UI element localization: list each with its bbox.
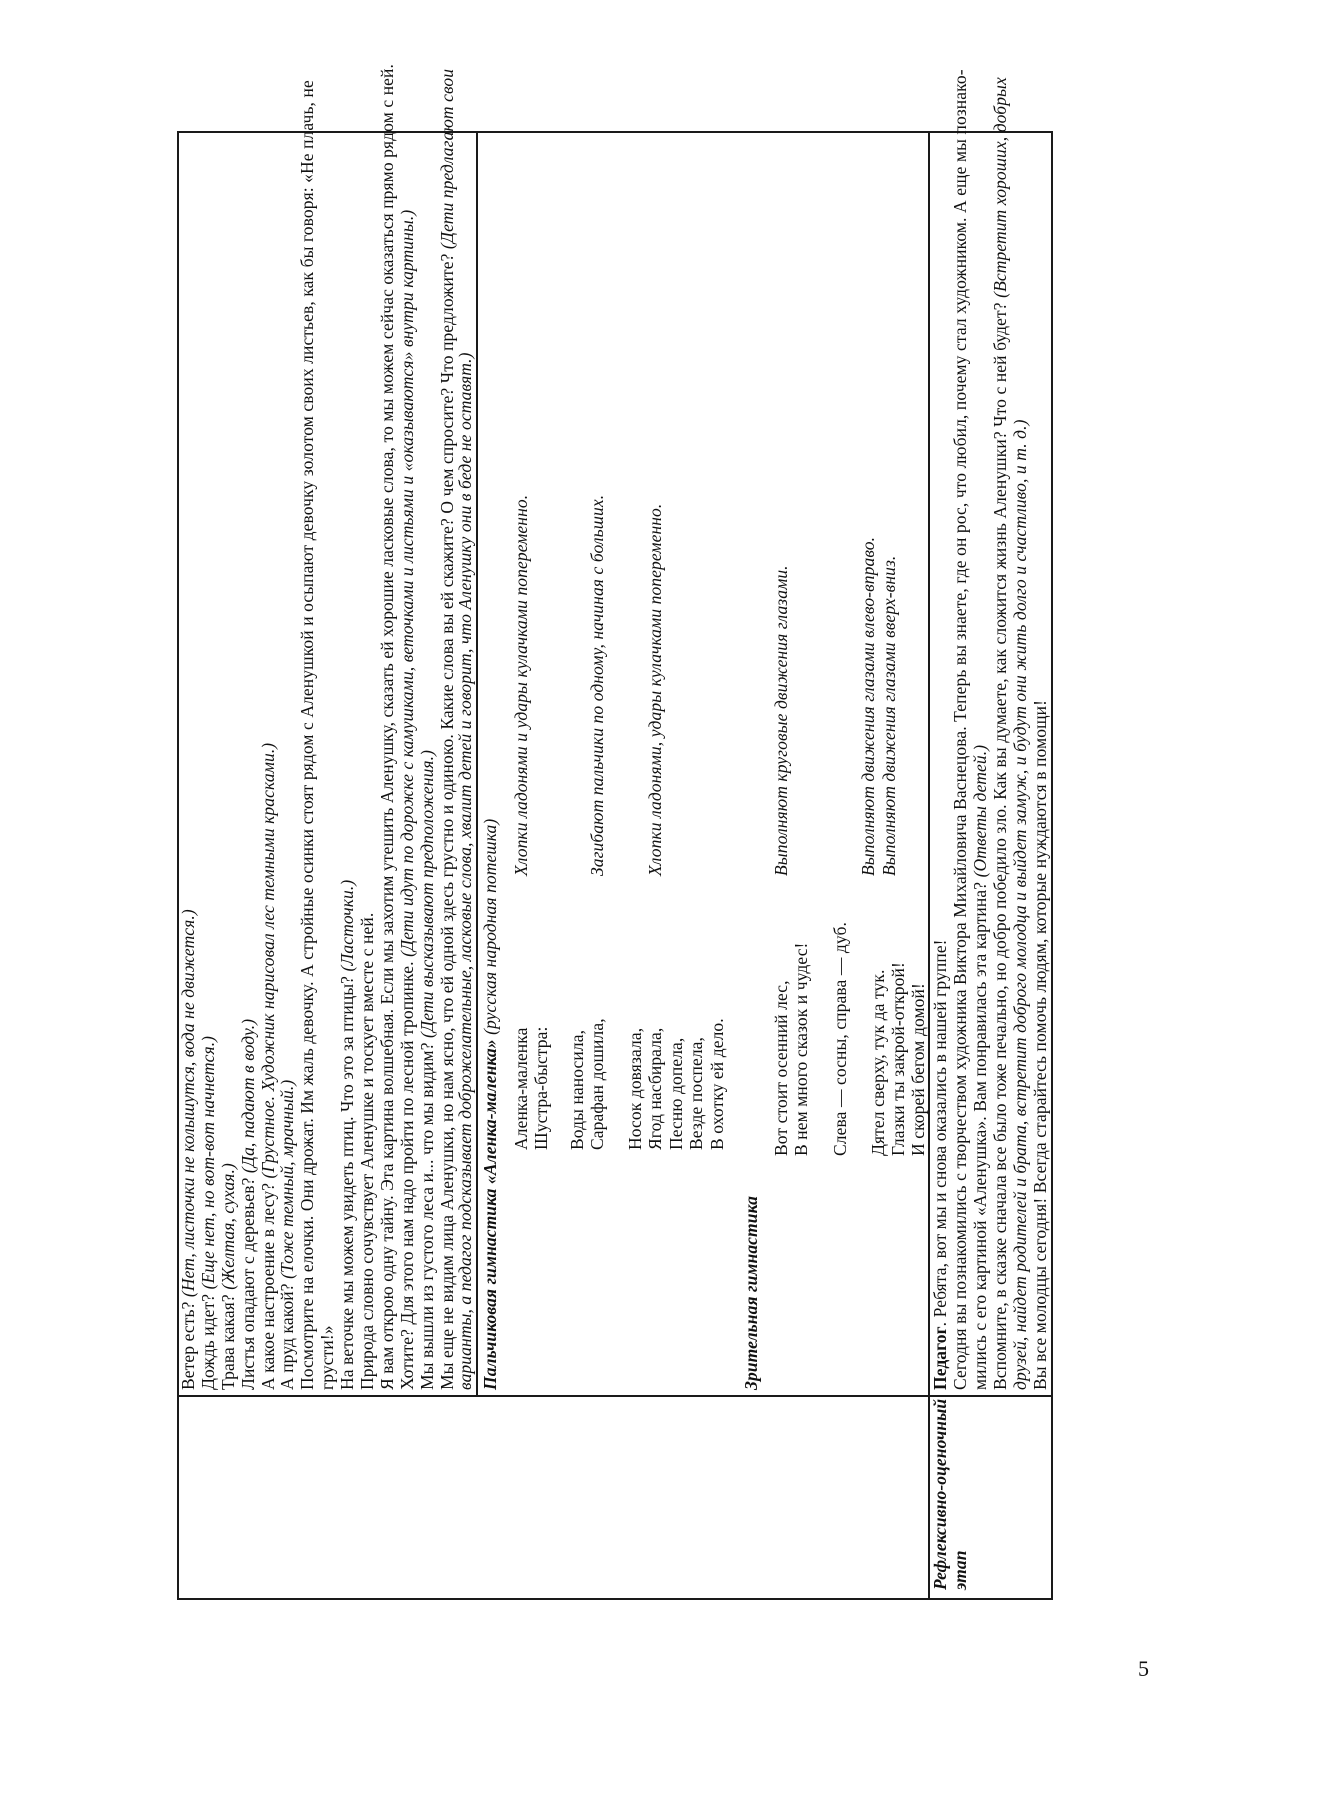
dialogue-line xyxy=(437,69,457,1390)
dialogue-line xyxy=(277,1080,297,1390)
text-segment: (Да, падают в воду.) xyxy=(238,1018,258,1174)
poem-line xyxy=(908,983,928,1156)
text-segment: Везде поспела, xyxy=(686,1036,706,1150)
text-segment: этап xyxy=(950,1550,970,1590)
table-row-divider xyxy=(476,131,478,1397)
text-segment: варианты, а педагог подсказывает доброжелательные, ласковые слова, хвалит детей и говорит, что Аленушку они в беде не оставят.) xyxy=(455,352,475,1390)
action-line xyxy=(858,537,878,876)
poem-line xyxy=(567,1030,587,1150)
teacher-line xyxy=(950,69,970,1390)
text-segment: Аленка-маленка xyxy=(511,1027,531,1150)
poem-line xyxy=(707,1018,727,1150)
poem-line xyxy=(511,1028,531,1150)
teacher-line xyxy=(990,77,1010,1390)
dialogue-line xyxy=(258,743,278,1390)
text-segment: Мы еще не видим лица Аленушки, но нам ясно, что ей одной здесь грустно и одиноко. Какие слова вы ей скажите? О чем спросите? Что предложите? xyxy=(437,249,457,1390)
text-segment: Посмотрите на елочки. Они дрожат. Им жаль девочку. А стройные осинки стоят рядом с Аленушкой и осыпают девочку золотом своих листьев, как бы говоря: «Не плачь, не xyxy=(297,80,317,1390)
poem-line xyxy=(791,943,811,1157)
text-segment: Слева — сосны, справа — дуб. xyxy=(830,921,850,1156)
poem-line xyxy=(666,1038,686,1150)
action-line xyxy=(587,495,607,876)
dialogue-line xyxy=(297,80,317,1390)
text-segment: (Встретит хороших, добрых xyxy=(990,77,1010,298)
text-segment: В нем много сказок и чудес! xyxy=(791,942,811,1156)
action-line xyxy=(645,504,665,876)
text-segment: грусти!» xyxy=(317,1325,337,1390)
text-segment: Ягод насбирала, xyxy=(645,1027,665,1150)
text-segment: Листья опадают с деревьев? xyxy=(238,1173,258,1390)
text-segment: Песню допела, xyxy=(666,1037,686,1150)
text-segment: Сарафан дошила, xyxy=(587,1018,607,1150)
action-line xyxy=(771,565,791,876)
dialogue-line xyxy=(417,750,437,1390)
poem-line xyxy=(587,1018,607,1150)
text-segment: Мы вышли из густого леса и... что мы видим? xyxy=(417,1037,437,1390)
text-segment: Педагог xyxy=(930,1326,950,1390)
poem-line xyxy=(830,922,850,1156)
text-segment: (Тоже темный, мрачный.) xyxy=(277,1079,297,1279)
text-segment: (Дети идут по дорожке с камушками, веточками и листьями и «оказываются» внутри картины.) xyxy=(397,209,417,957)
text-segment: Загибают пальчики по одному, начиная с больших. xyxy=(587,494,607,876)
text-segment: А какое настроение в лесу? xyxy=(258,1178,278,1390)
text-segment: (русская народная потешка) xyxy=(480,818,500,1035)
text-segment: Зрительная гимнастика xyxy=(741,1196,761,1390)
dialogue-line xyxy=(397,210,417,1390)
stage-label-line xyxy=(930,1399,950,1590)
text-segment: Хлопки ладонями, удары кулачками попеременно. xyxy=(645,503,665,876)
text-segment: А пруд какой? xyxy=(277,1278,297,1390)
dialogue-line xyxy=(178,909,198,1390)
section-heading xyxy=(741,1196,761,1390)
text-segment: Выполняют движения глазами вверх-вниз. xyxy=(879,555,899,876)
text-segment: Трава какая? xyxy=(218,1289,238,1390)
teacher-line xyxy=(970,745,990,1390)
text-segment: Воды наносила, xyxy=(567,1029,587,1150)
teacher-line xyxy=(930,939,950,1390)
text-segment: Хлопки ладонями и удары кулачками попеременно. xyxy=(511,494,531,876)
page-number: 5 xyxy=(1138,1656,1149,1681)
stage-label-line xyxy=(950,1550,970,1590)
text-segment: Дятел сверху, тук да тук. xyxy=(868,969,888,1156)
text-segment: (Желтая, сухая.) xyxy=(218,1163,238,1290)
text-segment: (Нет, листочки не колышутся, вода не движется.) xyxy=(178,909,198,1298)
text-segment: Шустра-быстра: xyxy=(531,1026,551,1150)
dialogue-line xyxy=(357,913,377,1390)
teacher-line xyxy=(1030,700,1050,1390)
text-segment: . Ребята, вот мы и снова оказались в нашей группе! xyxy=(930,939,950,1327)
text-segment: Сегодня вы познакомились с творчеством художника Виктора Михайловича Васнецова. Теперь вы знаете, где он рос, что любил, почему стал художником. А еще мы познако- xyxy=(950,69,970,1390)
text-segment: На веточке мы можем увидеть птиц. Что это за птицы? xyxy=(337,971,357,1390)
dialogue-line xyxy=(337,880,357,1390)
text-segment: И скорей бегом домой! xyxy=(908,983,928,1156)
dialogue-line xyxy=(317,1325,337,1390)
dialogue-line xyxy=(377,64,397,1390)
dialogue-line xyxy=(198,1036,218,1390)
text-segment: Природа словно сочувствует Аленушке и тоскует вместе с ней. xyxy=(357,912,377,1390)
text-segment: Носок довязала, xyxy=(625,1027,645,1150)
text-segment: Глазки ты закрой-открой! xyxy=(888,962,908,1156)
section-heading xyxy=(480,819,500,1390)
poem-line xyxy=(868,970,888,1156)
text-segment: Рефлексивно-оценочный xyxy=(930,1398,950,1590)
text-segment: В охотку ей дело. xyxy=(707,1018,727,1150)
text-segment: мились с его картиной «Аленушка». Вам понравилась эта картина? xyxy=(970,877,990,1390)
text-segment: Вот стоит осенний лес, xyxy=(771,980,791,1156)
text-segment: Вспомните, в сказке сначала все было тоже печально, но добро победило зло. Как вы думаете, как сложится жизнь Аленушки? Что с ней будет? xyxy=(990,297,1010,1390)
text-segment: Хотите? Для этого нам надо пройти по лесной тропинке. xyxy=(397,956,417,1390)
dialogue-line xyxy=(455,352,475,1390)
action-line xyxy=(511,495,531,876)
text-segment: Я вам открою одну тайну. Эта картина волшебная. Если мы захотим утешить Аленушку, сказать ей хорошие ласковые слова, то мы можем сейчас оказаться прямо рядом с ней. xyxy=(377,64,397,1390)
text-segment: (Еще нет, но вот-вот начнется.) xyxy=(198,1035,218,1290)
poem-line xyxy=(645,1028,665,1150)
text-segment: (Ласточки.) xyxy=(337,879,357,972)
text-segment: Ветер есть? xyxy=(178,1297,198,1390)
text-segment: (Ответы детей.) xyxy=(970,744,990,878)
poem-line xyxy=(888,962,908,1156)
text-segment: друзей, найдет родителей и брата, встретит доброго молодца и выйдет замуж, и будут они жить долго и счастливо, и т. д.) xyxy=(1010,419,1030,1390)
dialogue-line xyxy=(218,1163,238,1390)
action-line xyxy=(879,556,899,876)
teacher-line xyxy=(1010,419,1030,1390)
text-segment: Вы все молодцы сегодня! Всегда старайтесь помочь людям, которые нуждаются в помощи! xyxy=(1030,699,1050,1390)
text-segment: (Грустное. Художник нарисовал лес темными красками.) xyxy=(258,742,278,1179)
poem-line xyxy=(531,1027,551,1150)
text-segment: (Дети предлагают свои xyxy=(437,68,457,250)
text-segment: Выполняют движения глазами влево-вправо. xyxy=(858,536,878,876)
poem-line xyxy=(625,1028,645,1150)
poem-line xyxy=(686,1037,706,1150)
text-segment: Пальчиковая гимнастика «Аленка-маленка» xyxy=(480,1034,500,1390)
table-column-divider xyxy=(177,1395,1053,1397)
poem-line xyxy=(771,980,791,1156)
text-segment: Выполняют круговые движения глазами. xyxy=(771,565,791,876)
text-segment: Дождь идет? xyxy=(198,1289,218,1390)
text-segment: (Дети высказывают предположения.) xyxy=(417,749,437,1038)
dialogue-line xyxy=(238,1019,258,1390)
